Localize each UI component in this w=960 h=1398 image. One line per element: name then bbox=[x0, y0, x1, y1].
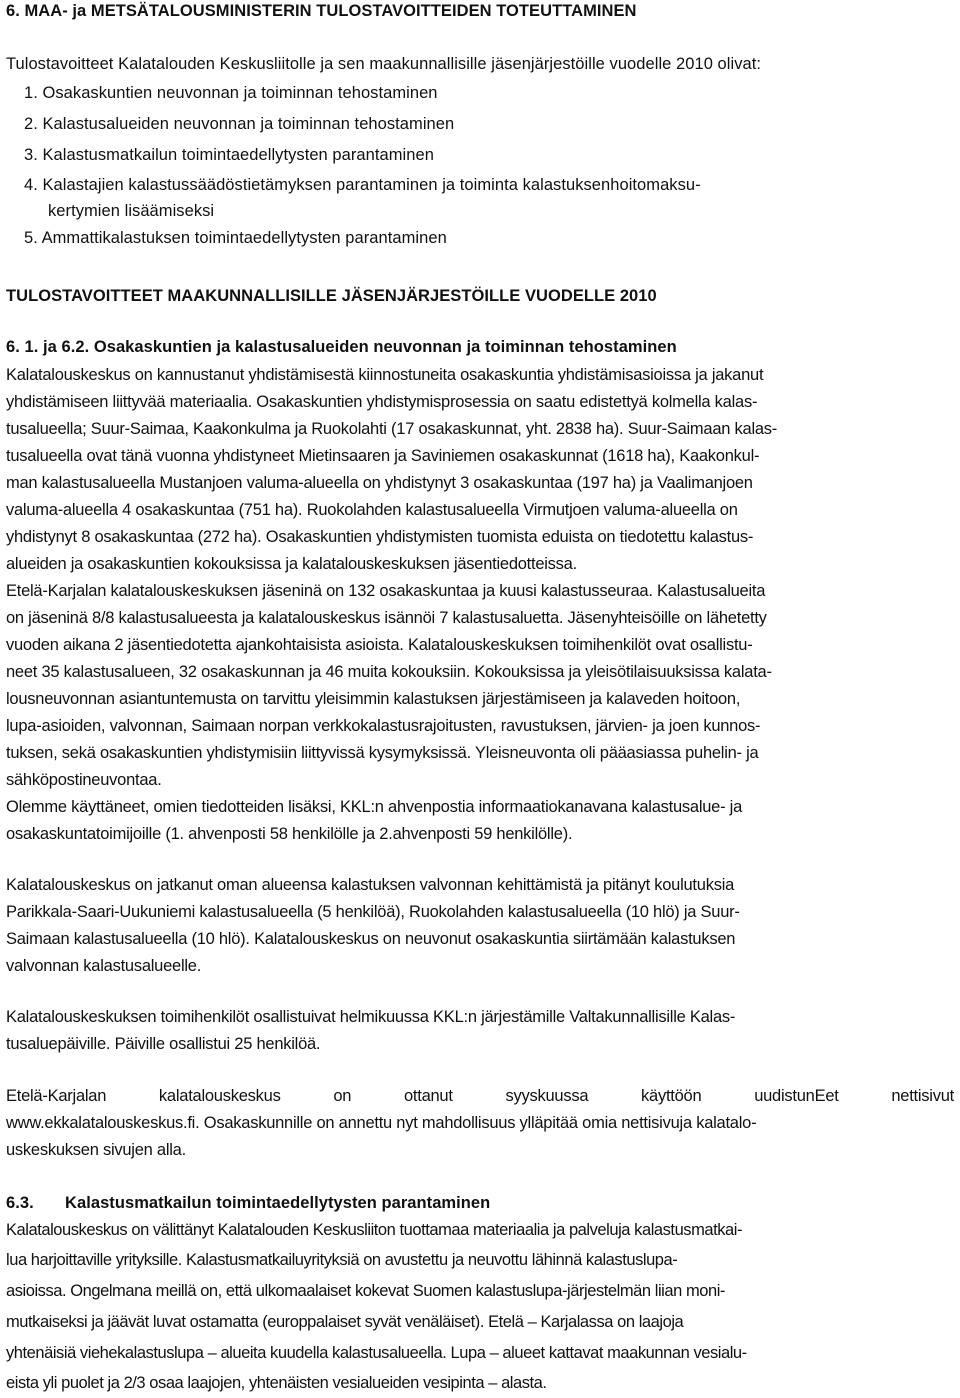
paragraph-line: Kalatalouskeskus on jatkanut oman alueensa kalastuksen valvonnan kehittämistä ja pitänyt koulutuksia bbox=[6, 876, 735, 894]
paragraph-line: yhdistynyt 8 osakaskuntaa (272 ha). Osakaskuntien yhdistymisten tuomista eduista on tiedotettu kalastus- bbox=[6, 528, 754, 546]
paragraph-line: on jäseninä 8/8 kalastusalueesta ja kalatalouskeskus isännöi 7 kalastusaluetta. Jäsenyhteisöille on lähetetty bbox=[6, 609, 767, 627]
paragraph-line: yhtenäisiä viehekalastuslupa – alueita kuudella kalastusalueella. Lupa – alueet kattavat maakunnan vesialu- bbox=[6, 1344, 747, 1362]
paragraph-line: valvonnan kalastusalueelle. bbox=[6, 957, 202, 975]
paragraph-line: sähköpostineuvontaa. bbox=[6, 771, 162, 789]
heading-6-3 bbox=[6, 1194, 954, 1213]
paragraph-line: osakaskuntatoimijoille (1. ahvenposti 58 henkilölle ja 2.ahvenposti 59 henkilölle). bbox=[6, 825, 573, 843]
heading-6-1-6-2: 6. 1. ja 6.2. Osakaskuntien ja kalastusalueiden neuvonnan ja toiminnan tehostaminen bbox=[6, 338, 677, 356]
paragraph-line: Olemme käyttäneet, omien tiedotteiden lisäksi, KKL:n ahvenpostia informaatiokanavana kalastusalue- ja bbox=[6, 798, 743, 816]
paragraph-line: tuksen, sekä osakaskuntien yhdistymisiin liittyvissä kysymyksissä. Yleisneuvonta oli pääasiassa puhelin- ja bbox=[6, 744, 759, 762]
paragraph-line: man kalastusalueella Mustanjoen valuma-alueella on yhdistynyt 3 osakaskuntaa (197 ha) ja Vaalimanjoen bbox=[6, 474, 753, 492]
paragraph-line: vuoden aikana 2 jäsentiedotetta ajankohtaisista asioista. Kalatalouskeskuksen toimihenkilöt ovat osallistu- bbox=[6, 636, 753, 654]
paragraph-line: Kalatalouskeskus on välittänyt Kalatalouden Keskusliiton tuottamaa materiaalia ja palveluja kalastusmatkai- bbox=[6, 1221, 743, 1239]
paragraph-line: mutkaiseksi ja jäävät luvat ostamatta (europpalaiset syvät venäläiset). Etelä – Karjalassa on laajoja bbox=[6, 1313, 684, 1331]
goal-item-3: 3. Kalastusmatkailun toimintaedellytysten parantaminen bbox=[24, 146, 434, 164]
paragraph-line: neet 35 kalastusalueen, 32 osakaskunnan ja 46 muita kokouksiin. Kokouksissa ja yleisötilaisuuksissa kalata- bbox=[6, 663, 772, 681]
goal-item-4: 4. Kalastajien kalastussäädöstietämyksen parantaminen ja toiminta kalastuksenhoitomaksu- bbox=[24, 176, 701, 194]
paragraph-line: Kalatalouskeskus on kannustanut yhdistämisestä kiinnostuneita osakaskuntia yhdistämisasioissa ja jakanut bbox=[6, 366, 764, 384]
paragraph-line: Kalatalouskeskuksen toimihenkilöt osallistuivat helmikuussa KKL:n järjestämille Valtakunnallisille Kalas- bbox=[6, 1008, 736, 1026]
paragraph-line: lousneuvonnan asiantuntemusta on tarvittu yleisimmin kalastuksen järjestämiseen ja kalaveden hoitoon, bbox=[6, 690, 741, 708]
paragraph-line: alueiden ja osakaskuntien kokouksissa ja kalatalouskeskuksen jäsentiedotteissa. bbox=[6, 555, 577, 573]
section-heading: 6. MAA- ja METSÄTALOUSMINISTERIN TULOSTAVOITTEIDEN TOTEUTTAMINEN bbox=[6, 2, 637, 20]
paragraph-line: yhdistämiseen liittyvää materiaalia. Osakaskuntien yhdistymisprosessia on saatu edistettyä kolmella kalas- bbox=[6, 393, 758, 411]
paragraph-line: Etelä-Karjalan kalatalouskeskus on ottanut syyskuussa käyttöön uudistunEet nettisivut bbox=[6, 1087, 954, 1105]
paragraph-line: valuma-alueella 4 osakaskuntaa (751 ha). Ruokolahden kalastusalueella Virmutjoen valuma-alueella on bbox=[6, 501, 738, 519]
paragraph-line: www.ekkalatalouskeskus.fi. Osakaskunnille on annettu nyt mahdollisuus ylläpitää omia nettisivuja kalatalo- bbox=[6, 1114, 757, 1132]
subheading: TULOSTAVOITTEET MAAKUNNALLISILLE JÄSENJÄRJESTÖILLE VUODELLE 2010 bbox=[6, 287, 657, 305]
paragraph-line: lua harjoittaville yrityksille. Kalastusmatkailuyrityksiä on avustettu ja neuvottu lähinnä kalastuslupa- bbox=[6, 1251, 678, 1269]
paragraph-line: Saimaan kalastusalueella (10 hlö). Kalatalouskeskus on neuvonut osakaskuntia siirtämään kalastuksen bbox=[6, 930, 736, 948]
paragraph-line: Parikkala-Saari-Uukuniemi kalastusalueella (5 henkilöä), Ruokolahden kalastusalueella (10 hlö) ja Suur- bbox=[6, 903, 740, 921]
paragraph-line: tusalueella ovat tänä vuonna yhdistyneet Mietinsaaren ja Saviniemen osakaskunnat (1618 ha), Kaakonkul- bbox=[6, 447, 760, 465]
heading-6-3-title: Kalastusmatkailun toimintaedellytysten parantaminen bbox=[65, 1194, 491, 1212]
paragraph-line: tusalueella; Suur-Saimaa, Kaakonkulma ja Ruokolahti (17 osakaskunnat, yht. 2838 ha). Suur-Saimaan kalas- bbox=[6, 420, 778, 438]
goal-item-1: 1. Osakaskuntien neuvonnan ja toiminnan tehostaminen bbox=[24, 84, 438, 102]
paragraph-line: asioissa. Ongelmana meillä on, että ulkomaalaiset kokevat Suomen kalastuslupa-järjestelmän liian moni- bbox=[6, 1282, 725, 1300]
intro-text: Tulostavoitteet Kalatalouden Keskusliitolle ja sen maakunnallisille jäsenjärjestöille vuodelle 2010 olivat: bbox=[6, 55, 762, 73]
paragraph-line: lupa-asioiden, valvonnan, Saimaan norpan verkkokalastusrajoitusten, ravustuksen, järvien- ja joen kunnos- bbox=[6, 717, 761, 735]
paragraph-line: tusaluepäiville. Päiville osallistui 25 henkilöä. bbox=[6, 1035, 321, 1053]
heading-6-3-number: 6.3. bbox=[6, 1194, 34, 1212]
goal-item-5: 5. Ammattikalastuksen toimintaedellytysten parantaminen bbox=[24, 229, 447, 247]
goal-item-4-continued: kertymien lisäämiseksi bbox=[48, 202, 215, 220]
goal-item-2: 2. Kalastusalueiden neuvonnan ja toiminnan tehostaminen bbox=[24, 115, 455, 133]
paragraph-line: eista yli puolet ja 2/3 osaa laajojen, yhtenäisten vesialueiden vesipinta – alasta. bbox=[6, 1374, 547, 1392]
paragraph-line: Etelä-Karjalan kalatalouskeskuksen jäseninä on 132 osakaskuntaa ja kuusi kalastusseuraa. Kalastusalueita bbox=[6, 582, 766, 600]
paragraph-line: uskeskuksen sivujen alla. bbox=[6, 1141, 186, 1159]
